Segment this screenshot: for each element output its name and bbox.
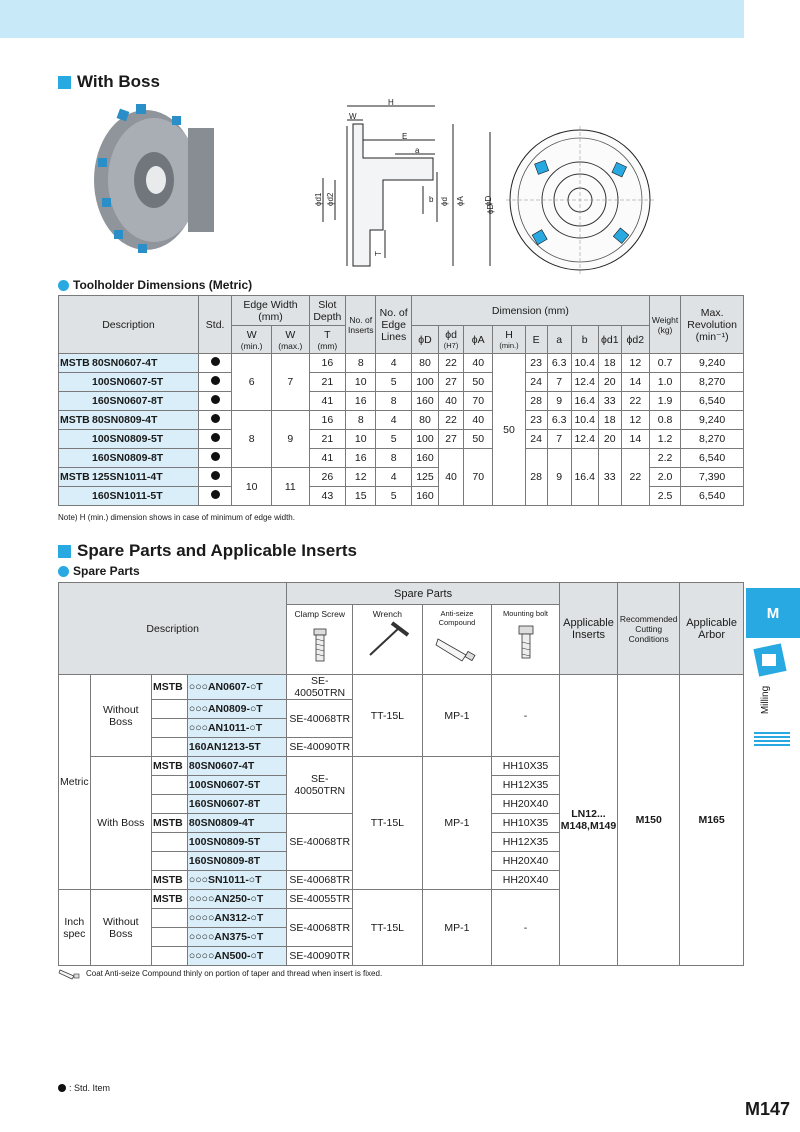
svg-text:ϕD: ϕD [486, 203, 495, 214]
dim-E-label: E [402, 132, 408, 141]
arbor-value: M165 [680, 675, 744, 966]
dim-a-label: a [415, 146, 420, 155]
milling-side-label: Milling [760, 685, 771, 715]
cutter-photo [88, 98, 218, 258]
table-row: MSTB 80SN0607-4T 6 7 16 8 4 80 22 40 50 23 6.3 10.4 18 12 0.7 9,240 [59, 354, 744, 373]
clamp-screw-cell: Clamp Screw [287, 605, 353, 675]
table-row: MSTB ○○○SN1011-○T SE-40068TR HH20X40 [59, 871, 744, 890]
table-row: 100SN0809-5T 21 10 5 100 27 50 24 7 12.4 20 14 1.2 8,270 [59, 430, 744, 449]
section-square-icon [58, 545, 71, 558]
dim-b-label: b [429, 195, 434, 204]
table-row: MSTB 80SN0809-4T SE-40068TR HH10X35 [59, 814, 744, 833]
without-boss-inch-label: Without Boss [90, 890, 151, 966]
col-edge-width: Edge Width (mm) [232, 296, 309, 326]
std-item-icon [211, 471, 220, 480]
col-weight: Weight (kg) [649, 296, 680, 354]
side-section-drawing [305, 98, 493, 270]
wrench-icon [362, 619, 412, 659]
col-description: Description [59, 296, 199, 354]
section-square-icon [58, 76, 71, 89]
col-max-rev: Max. Revolution (min⁻¹) [681, 296, 744, 354]
std-item-icon [211, 357, 220, 366]
col-no-edge-lines: No. of Edge Lines [376, 296, 412, 354]
inch-spec-label: Inch spec [59, 890, 91, 966]
std-item-icon [211, 490, 220, 499]
anti-seize-footnote: Coat Anti-seize Compound thinly on portion of taper and thread when insert is fixed. [58, 966, 382, 980]
col-dimension: Dimension (mm) [411, 296, 649, 326]
dim-W-label: W [349, 112, 357, 121]
col-std: Std. [198, 296, 231, 354]
table-row: 100SN0607-5T 21 10 5 100 27 50 24 7 12.4 20 14 1.0 8,270 [59, 373, 744, 392]
std-item-icon [211, 395, 220, 404]
std-item-icon [211, 433, 220, 442]
page-number: M147 [744, 1099, 790, 1119]
std-item-icon [211, 452, 220, 461]
dim-T-label: T [374, 251, 383, 256]
spare-parts-table [58, 582, 744, 966]
spare-col-description: Description [59, 583, 287, 675]
spare-col-recommended: Recommended Cutting Conditions [618, 583, 680, 675]
wrench-cell: Wrench [353, 605, 423, 675]
dim-D-line [480, 128, 500, 270]
without-boss-label: Without Boss [90, 675, 151, 757]
spare-col-spare-parts: Spare Parts [287, 583, 559, 605]
toolholder-note: Note) H (min.) dimension shows in case of minimum of edge width. [58, 513, 295, 522]
table-row: Inch spec Without Boss MSTB ○○○○AN250-○T SE-40055TR TT-15L MP-1 - [59, 890, 744, 909]
metric-label: Metric [59, 675, 91, 890]
anti-seize-cell: Anti-seize Compound [422, 605, 492, 675]
col-no-inserts: No. of Inserts [346, 296, 376, 354]
side-tab-milling[interactable]: M [746, 588, 800, 638]
table-row: 100SN0809-5T HH12X35 [59, 833, 744, 852]
std-item-icon [58, 1084, 66, 1092]
applicable-inserts-value: LN12... M148,M149 [559, 675, 617, 966]
bullet-dot-icon [58, 280, 69, 291]
mounting-bolt-icon [516, 624, 536, 662]
dim-D-label: ϕD [484, 195, 493, 206]
col-slot-depth: Slot Depth [309, 296, 346, 326]
table-row: 160SN0607-8T 41 16 8 160 40 70 28 9 16.4 33 22 1.9 6,540 [59, 392, 744, 411]
dim-H-label: H [388, 98, 394, 107]
table-row: 160SN0809-8T 41 16 8 160 40 70 28 9 16.4 33 22 2.2 6,540 [59, 449, 744, 468]
table-row: ○○○○AN375-○T [59, 928, 744, 947]
table-row: Metric Without Boss MSTB ○○○AN0607-○T SE-40050TRN TT-15L MP-1 - LN12... M148,M149 M150 M165 [59, 675, 744, 700]
top-band [0, 0, 744, 38]
table-row: ○○○AN1011-○T [59, 719, 744, 738]
tube-small-icon [58, 966, 82, 980]
std-item-icon [211, 376, 220, 385]
spare-parts-subtitle: Spare Parts [58, 564, 140, 578]
anti-seize-tube-icon [432, 627, 482, 667]
std-item-legend: : Std. Item [58, 1083, 110, 1093]
recommended-value: M150 [618, 675, 680, 966]
table-row: 160SN0607-8T HH20X40 [59, 795, 744, 814]
spare-col-applicable-arbor: Applicable Arbor [680, 583, 744, 675]
table-row: MSTB 125SN1011-4T 10 11 26 12 4 125 2.0 7,390 [59, 468, 744, 487]
std-item-icon [211, 414, 220, 423]
toolholder-subtitle: Toolholder Dimensions (Metric) [58, 278, 252, 292]
table-row: 100SN0607-5T HH12X35 [59, 776, 744, 795]
table-row: 160AN1213-5T SE-40090TR [59, 738, 744, 757]
section-title-spare-parts: Spare Parts and Applicable Inserts [58, 541, 357, 561]
bullet-dot-icon [58, 566, 69, 577]
dim-d1-label: ϕd1 [314, 192, 323, 206]
front-view-drawing [506, 126, 654, 274]
table-row: MSTB 80SN0809-4T 8 9 16 8 4 80 22 40 23 6.3 10.4 18 12 0.8 9,240 [59, 411, 744, 430]
clamp-screw-icon [310, 627, 330, 663]
spare-col-applicable-inserts: Applicable Inserts [559, 583, 617, 675]
table-row: With Boss MSTB 80SN0607-4T SE-40050TRN TT-15L MP-1 HH10X35 [59, 757, 744, 776]
dim-A-label: ϕA [456, 196, 465, 206]
toolholder-table: Description Std. Edge Width (mm) Slot Depth No. of Inserts No. of Edge Lines Dimension (mm) Weight (kg) Max. Revolution (min⁻¹) W (min.) W (max.) T (mm) ϕD ϕd (H7) ϕA H (min.) E a b ϕd1 ϕd2 MSTB 80SN0607-4T 6 7 16 8 4 80 22 40 50 23 6.3 10.4 18 12 0.7 9,240 100SN0607-5T 21 10 5 100 27 50 24 7 12.4 20 14 1.0 8,270 160SN0607-8T 41 16 8 160 40 70 28 9 16.4 33 22 1.9 6,540 MSTB 80SN0809-4T 8 9 16 8 4 80 22 40 23 6.3 10.4 18 12 0.8 9,240 100SN0809-5T 21 10 5 100 27 50 24 7 12.4 20 14 1.2 8,270 160SN0809-8T 41 16 8 160 40 70 28 9 16.4 33 22 2.2 6,540 MSTB 125SN1011-4T 10 11 26 12 4 125 2.0 7,390 160SN1011-5T 43 15 5 160 2.5 6,540 [58, 295, 744, 506]
table-row: 160SN0809-8T HH20X40 [59, 852, 744, 871]
dim-d2-label: ϕd2 [326, 192, 335, 206]
table-row: 160SN1011-5T 43 15 5 160 2.5 6,540 [59, 487, 744, 506]
dim-d-label: ϕd [440, 197, 449, 206]
mounting-bolt-cell: Mounting bolt [492, 605, 560, 675]
with-boss-label: With Boss [90, 757, 151, 890]
table-row: ○○○AN0809-○T SE-40068TR [59, 700, 744, 719]
section-title-with-boss: With Boss [58, 72, 160, 92]
table-row: ○○○○AN312-○T SE-40068TR [59, 909, 744, 928]
table-row: ○○○○AN500-○T SE-40090TR [59, 947, 744, 966]
